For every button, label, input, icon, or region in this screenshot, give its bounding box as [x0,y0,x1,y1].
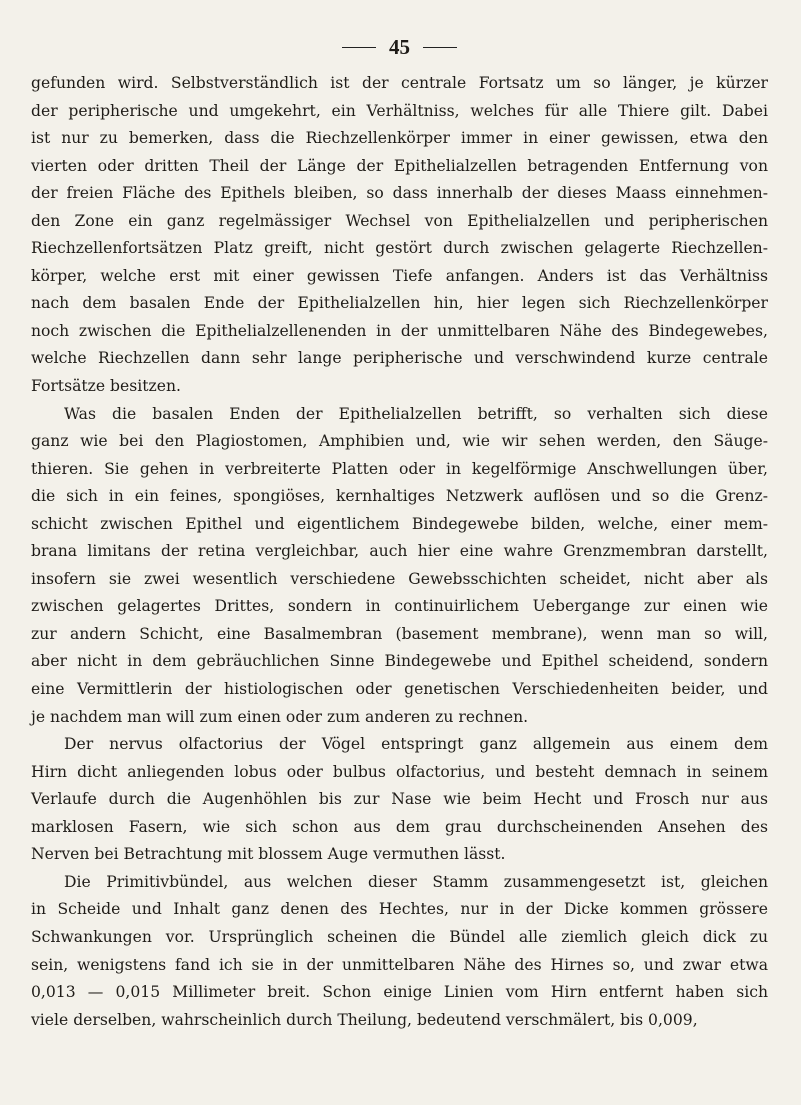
text-line: Was die basalen Enden der Epithelialzellen betrifft, so verhalten sich diese [64,404,768,423]
text-line: aber nicht in dem gebräuchlichen Sinne Bindegewebe und Epithel scheidend, sondern [31,652,768,671]
text-line: die sich in ein feines, spongiöses, kernhaltiges Netzwerk auflösen und so die Grenz- [31,487,768,506]
text-line: der peripherische und umgekehrt, ein Verhältniss, welches für alle Thiere gilt. Dabei [31,101,768,120]
text-line: zur andern Schicht, eine Basalmembran (basement membrane), wenn man so will, [31,624,768,643]
page-number: 45 [389,34,410,59]
text-line: Nerven bei Betrachtung mit blossem Auge vermuthen lässt. [31,845,506,864]
text-line: ganz wie bei den Plagiostomen, Amphibien und, wie wir sehen werden, den Säuge- [31,432,768,451]
header-rule-left [342,47,376,48]
text-line: noch zwischen die Epithelialzellenenden in der unmittelbaren Nähe des Bindegewebes, [31,321,768,340]
text-line: Fortsätze besitzen. [31,377,181,396]
text-line: insofern sie zwei wesentlich verschiedene Gewebsschichten scheidet, nicht aber als [31,569,768,588]
text-line: brana limitans der retina vergleichbar, auch hier eine wahre Grenzmembran darstellt, [31,542,768,561]
text-line: marklosen Fasern, wie sich schon aus dem grau durchscheinenden Ansehen des [31,817,768,836]
header-rule-right [423,47,457,48]
text-line: nach dem basalen Ende der Epithelialzellen hin, hier legen sich Riechzellenkörper [31,294,768,313]
text-line: Hirn dicht anliegenden lobus oder bulbus olfactorius, und besteht demnach in seinem [31,762,768,781]
text-line: je nachdem man will zum einen oder zum anderen zu rechnen. [31,707,529,726]
text-line: schicht zwischen Epithel und eigentlichem Bindegewebe bilden, welche, einer mem- [31,514,768,533]
text-line: eine Vermittlerin der histiologischen oder genetischen Verschiedenheiten beider, und [31,680,768,699]
text-line: ist nur zu bemerken, dass die Riechzellenkörper immer in einer gewissen, etwa den [31,129,768,148]
text-line: Riechzellenfortsätzen Platz greift, nicht gestört durch zwischen gelagerte Riechzellen- [31,239,768,258]
text-line: Schwankungen vor. Ursprünglich scheinen die Bündel alle ziemlich gleich dick zu [31,927,768,946]
text-line: der freien Fläche des Epithels bleiben, so dass innerhalb der dieses Maass einnehmen- [31,184,768,203]
text-line: zwischen gelagertes Drittes, sondern in continuirlichem Uebergange zur einen wie [31,597,768,616]
text-line: körper, welche erst mit einer gewissen Tiefe anfangen. Anders ist das Verhältniss [31,266,768,285]
text-line: Der nervus olfactorius der Vögel entspringt ganz allgemein aus einem dem [64,735,768,754]
text-line: Verlaufe durch die Augenhöhlen bis zur Nase wie beim Hecht und Frosch nur aus [31,790,768,809]
page-header [31,0,768,64]
text-line: gefunden wird. Selbstverständlich ist der centrale Fortsatz um so länger, je kürzer [31,74,768,92]
text-line: vierten oder dritten Theil der Länge der Epithelialzellen betragenden Entfernung von [31,156,768,175]
text-line: sein, wenigstens fand ich sie in der unmittelbaren Nähe des Hirnes so, und zwar etwa [31,955,768,974]
text-line: Die Primitivbündel, aus welchen dieser Stamm zusammengesetzt ist, gleichen [64,872,768,891]
text-line: 0,013 — 0,015 Millimeter breit. Schon einige Linien vom Hirn entfernt haben sich [31,983,768,1002]
text-line: thieren. Sie gehen in verbreiterte Platten oder in kegelförmige Anschwellungen über, [31,459,768,478]
text-line: den Zone ein ganz regelmässiger Wechsel von Epithelialzellen und peripherischen [31,211,768,230]
text-line: welche Riechzellen dann sehr lange peripherische und verschwindend kurze centrale [31,349,768,368]
body-text [31,70,768,1034]
text-line: viele derselben, wahrscheinlich durch Theilung, bedeutend verschmälert, bis 0,009, [31,1010,698,1029]
text-line: in Scheide und Inhalt ganz denen des Hechtes, nur in der Dicke kommen grössere [31,900,768,919]
